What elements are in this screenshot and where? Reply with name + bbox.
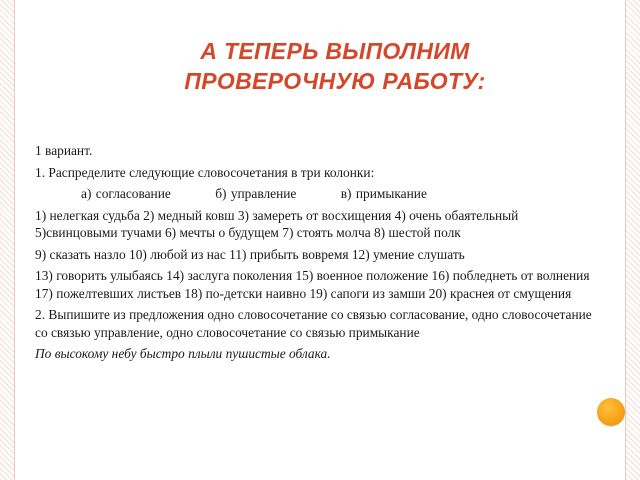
right-border-pattern — [626, 0, 640, 480]
category-list — [35, 185, 595, 203]
title-line-1: А ТЕПЕРЬ ВЫПОЛНИМ — [200, 38, 470, 64]
orange-circle-decoration — [597, 398, 625, 426]
task-1-instruction: 1. Распределите следующие словосочетания в три колонки: — [35, 164, 375, 180]
phrase-list-3: 13) говорить улыбаясь 14) заслуга поколения 15) военное положение 16) побледнеть от волнения 17) пожелтевших листьев 18) по-детски наивно 19) сапоги из замши 20) краснея от смущения — [35, 268, 590, 301]
task-2-instruction: 2. Выпишите из предложения одно словосочетание со связью согласование, одно словосочетание со связью управление, одно словосочетание со связью примыкание — [35, 307, 592, 340]
slide — [14, 0, 626, 480]
title-line-2: ПРОВЕРОЧНУЮ РАБОТУ: — [184, 68, 486, 94]
left-border-pattern — [0, 0, 14, 480]
phrase-list-1: 1) нелегкая судьба 2) медный ковш 3) замереть от восхищения 4) очень обаятельный 5)свинцовыми тучами 6) мечты о будущем 7) стоять молча 8) шестой полк — [35, 207, 519, 240]
slide-title — [75, 36, 595, 96]
variant-label: 1 вариант. — [35, 143, 93, 158]
phrase-list-2: 9) сказать назло 10) любой из нас 11) прибыть вовремя 12) умение слушать — [35, 246, 465, 262]
category-government: б) управление — [215, 186, 297, 201]
slide-body — [35, 142, 595, 367]
category-adjacency: в) примыкание — [340, 186, 427, 201]
example-sentence: По высокому небу быстро плыли пушистые облака. — [35, 346, 331, 361]
category-agreement: а) согласование — [81, 186, 171, 201]
